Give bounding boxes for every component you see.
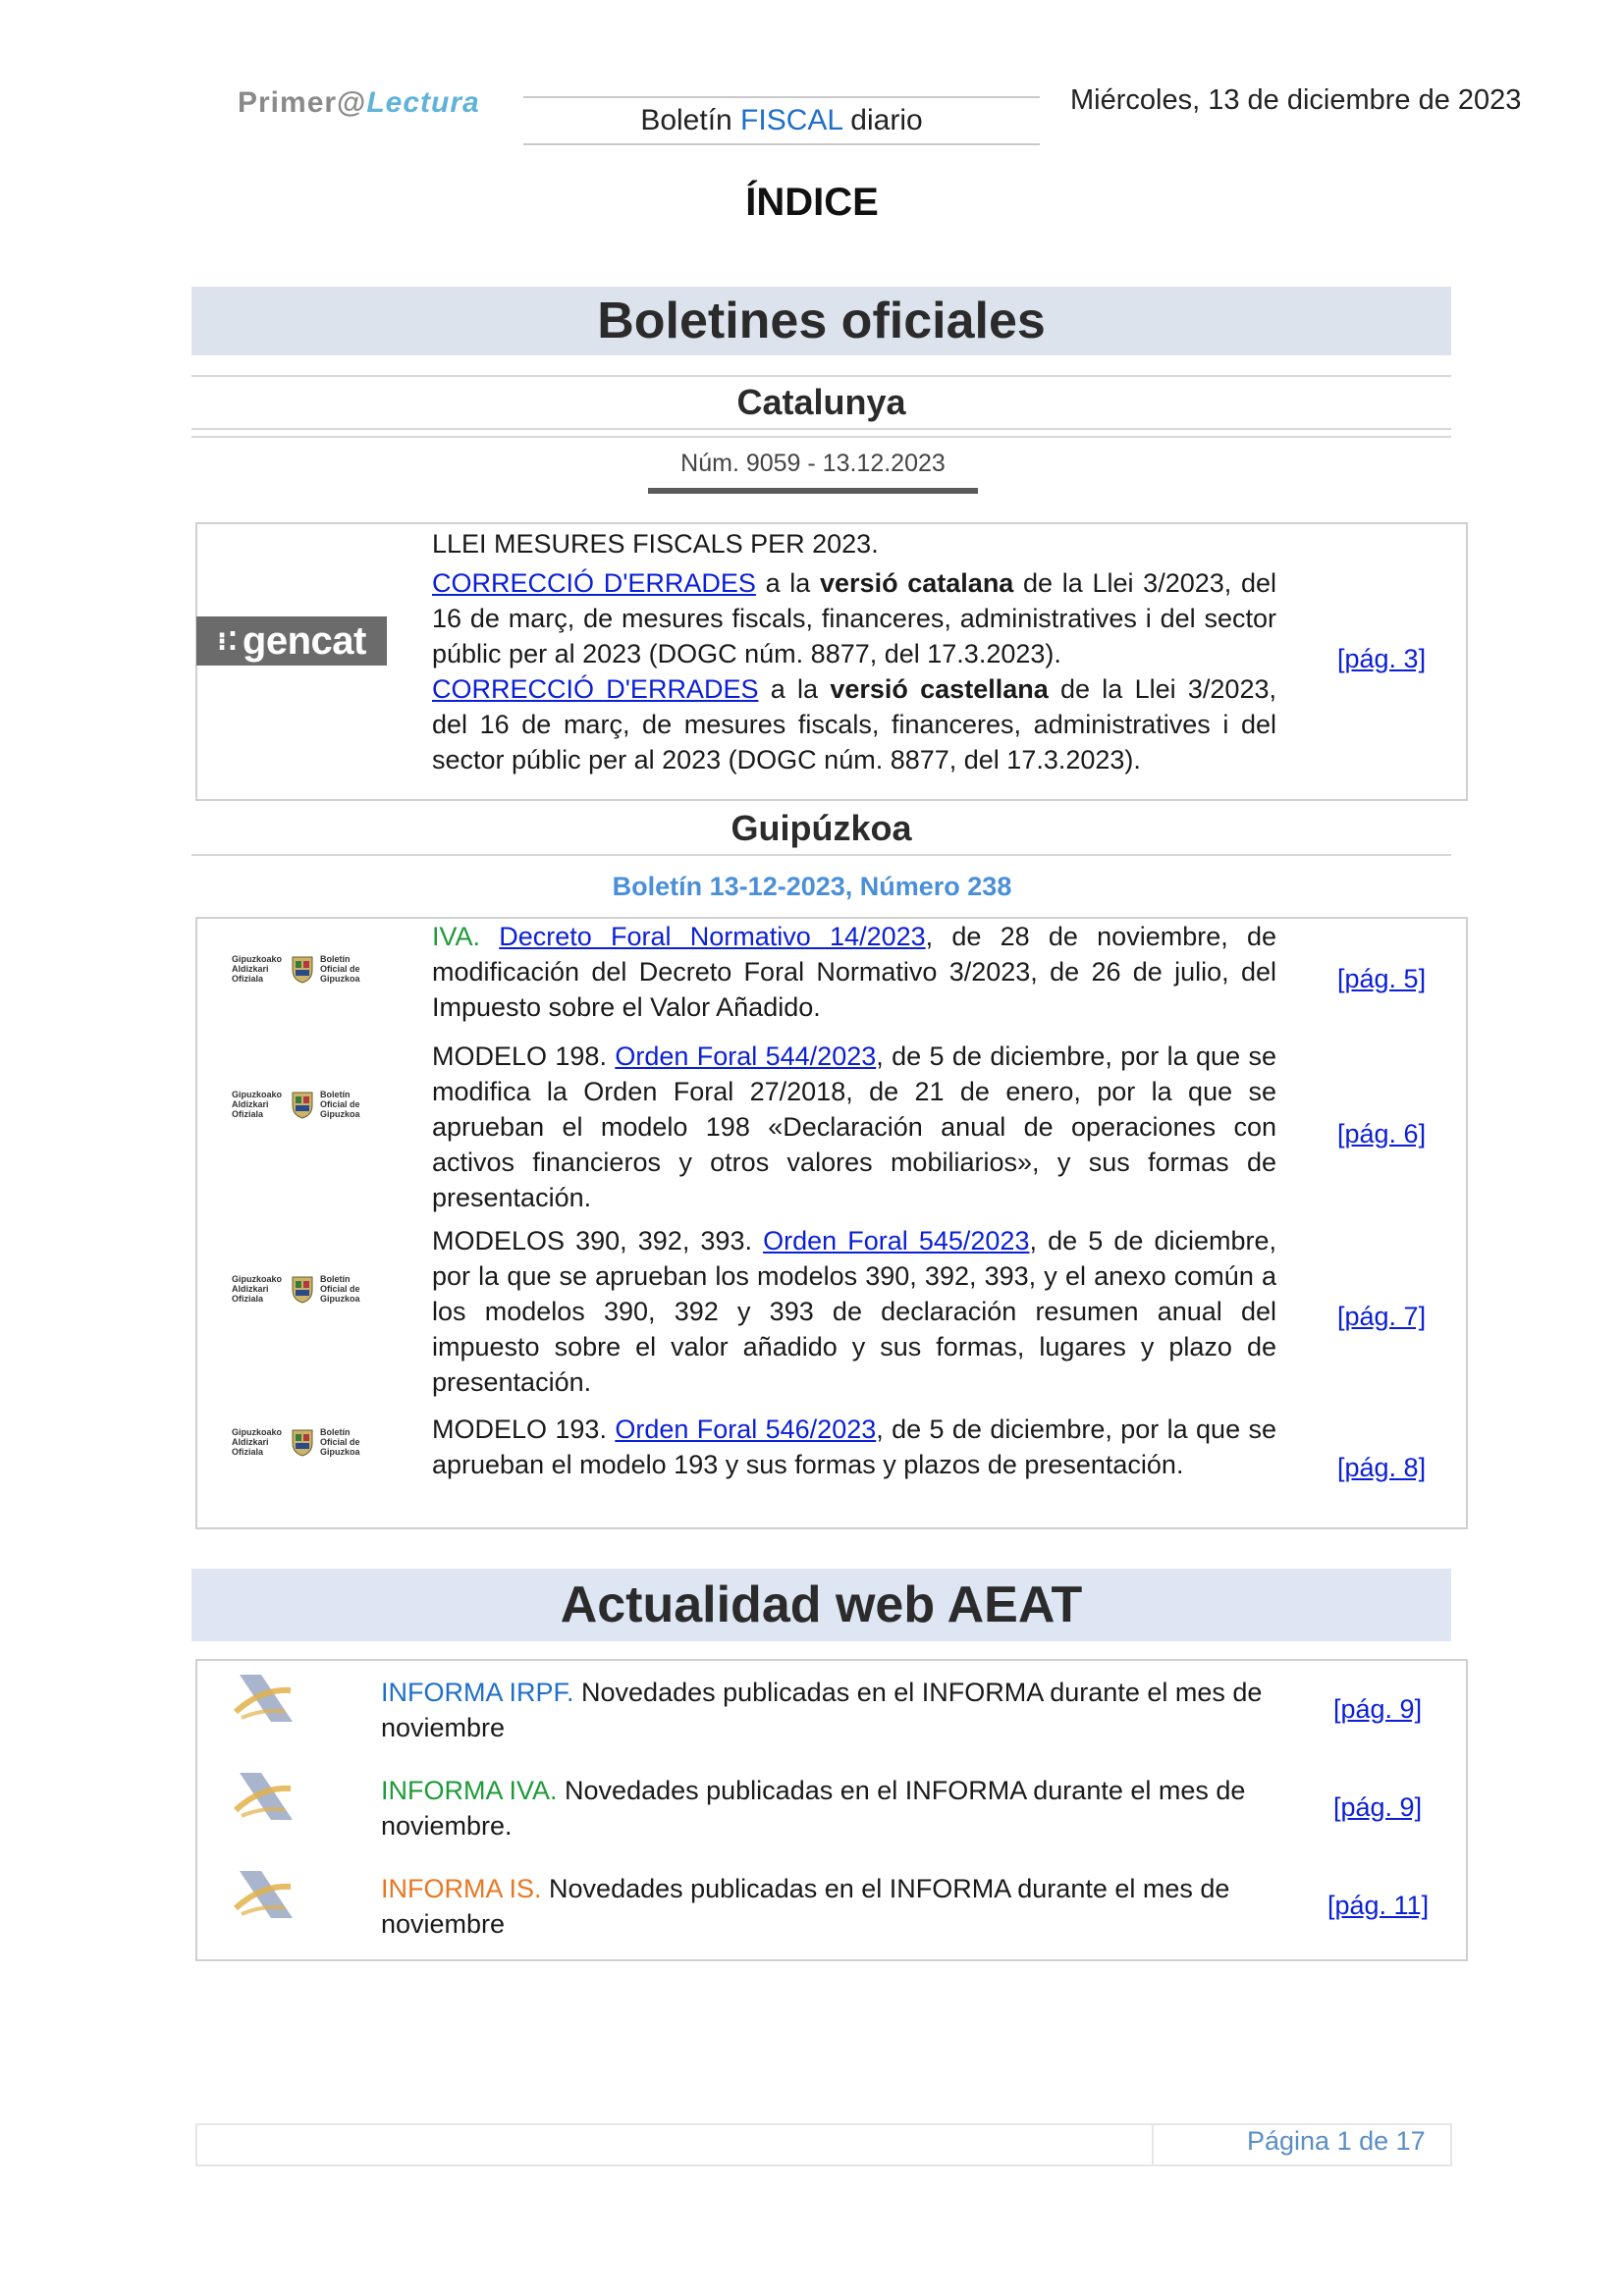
guipuzkoa-item: IVA. Decreto Foral Normativo 14/2023, de 28 de noviembre, de modificación del Decreto Foral Normativo 3/2023, de 26 de julio, del Impuesto sobre el Valor Añadido. [432, 922, 1276, 1022]
aeat-item: INFORMA IS. Novedades publicadas en el INFORMA durante el mes de noviembre [381, 1874, 1230, 1939]
page-ref-link[interactable]: [pág. 7] [1337, 1302, 1427, 1331]
page-ref-link[interactable]: [pág. 9] [1333, 1694, 1423, 1724]
footer-page-number: Página 1 de 17 [1247, 2126, 1426, 2156]
correccio-catalana-link[interactable]: CORRECCIÓ D'ERRADES [432, 568, 756, 598]
brand-logo: Primer@Lectura [238, 86, 480, 119]
coat-of-arms-icon [291, 1427, 314, 1457]
coat-of-arms-icon [291, 1274, 314, 1304]
gipuzkoa-logo: Gipuzkoako Aldizkari Ofiziala Boletín Oficial de Gipuzkoa [232, 954, 360, 984]
informa-label: INFORMA IRPF. [381, 1678, 574, 1707]
aeat-logo-icon [232, 1669, 300, 1733]
aeat-logo-icon [232, 1767, 300, 1831]
orden-foral-link[interactable]: Orden Foral 546/2023 [615, 1415, 877, 1444]
guipuzkoa-item: MODELO 198. Orden Foral 544/2023, de 5 de diciembre, por la que se modifica la Orden Foral 27/2018, de 21 de enero, por la que se aprueban el modelo 198 «Declaración anual de operaciones con activos financieros y otros valores mobiliarios», y sus formas de presentación. [432, 1041, 1276, 1212]
bog-bulletin-number: Boletín 13-12-2023, Número 238 [612, 872, 1012, 901]
bulletin-title: Boletín FISCAL diario [523, 96, 1040, 145]
informa-label: INFORMA IS. [381, 1874, 542, 1903]
page-ref-link[interactable]: [pág. 6] [1337, 1119, 1427, 1148]
aeat-item: INFORMA IVA. Novedades publicadas en el INFORMA durante el mes de noviembre. [381, 1776, 1246, 1841]
catalunya-item-2: CORRECCIÓ D'ERRADES a la versió castellana de la Llei 3/2023, del 16 de març, de mesures fiscals, financeres, administratives i del sector públic per al 2023 (DOGC núm. 8877, del 17.3.2023). [432, 674, 1276, 774]
catalunya-entry [432, 526, 1276, 777]
coat-of-arms-icon [291, 954, 314, 984]
page-ref-link[interactable]: [pág. 8] [1337, 1453, 1427, 1482]
catalunya-heading: LLEI MESURES FISCALS PER 2023. [432, 529, 879, 559]
orden-foral-link[interactable]: Decreto Foral Normativo 14/2023 [499, 922, 926, 951]
page-ref-link[interactable]: [pág. 11] [1327, 1891, 1430, 1920]
guipuzkoa-item: MODELO 193. Orden Foral 546/2023, de 5 de diciembre, por la que se aprueban el modelo 193 y sus formas y plazos de presentación. [432, 1415, 1276, 1479]
orden-foral-link[interactable]: Orden Foral 544/2023 [615, 1041, 877, 1071]
correccio-castellana-link[interactable]: CORRECCIÓ D'ERRADES [432, 674, 759, 704]
section-title-boletines: Boletines oficiales [191, 287, 1451, 355]
gipuzkoa-logo: Gipuzkoako Aldizkari Ofiziala Boletín Oficial de Gipuzkoa [232, 1427, 360, 1457]
region-title-catalunya: Catalunya [191, 375, 1451, 430]
dogc-number: Núm. 9059 - 13.12.2023 [648, 450, 978, 494]
header-date: Miércoles, 13 de diciembre de 2023 [1070, 84, 1522, 116]
gipuzkoa-logo: Gipuzkoako Aldizkari Ofiziala Boletín Oficial de Gipuzkoa [232, 1274, 360, 1304]
page-ref-link[interactable]: [pág. 9] [1333, 1792, 1423, 1822]
index-title: ÍNDICE [745, 181, 879, 224]
aeat-item: INFORMA IRPF. Novedades publicadas en el INFORMA durante el mes de noviembre [381, 1678, 1263, 1742]
coat-of-arms-icon [291, 1090, 314, 1119]
gencat-logo: ⁝⁚ gencat [196, 616, 387, 666]
gencat-dots-icon: ⁝⁚ [217, 626, 239, 656]
orden-foral-link[interactable]: Orden Foral 545/2023 [763, 1226, 1030, 1255]
section-title-aeat: Actualidad web AEAT [191, 1569, 1451, 1641]
aeat-logo-icon [232, 1865, 300, 1929]
gipuzkoa-logo: Gipuzkoako Aldizkari Ofiziala Boletín Oficial de Gipuzkoa [232, 1090, 360, 1119]
catalunya-item-1: CORRECCIÓ D'ERRADES a la versió catalana de la Llei 3/2023, del 16 de març, de mesures fiscals, financeres, administratives i del sector públic per al 2023 (DOGC núm. 8877, del 17.3.2023). [432, 568, 1276, 668]
informa-label: INFORMA IVA. [381, 1776, 558, 1805]
divider [191, 436, 1451, 438]
region-title-guipuzkoa: Guipúzkoa [191, 803, 1451, 856]
guipuzkoa-item: MODELOS 390, 392, 393. Orden Foral 545/2023, de 5 de diciembre, por la que se aprueban los modelos 390, 392, 393, y el anexo común a los modelos 390, 392 y 393 de declaración resumen anual del impuesto sobre el valor añadido y sus formas, lugares y plazo de presentación. [432, 1226, 1276, 1397]
page-ref-link[interactable]: [pág. 3] [1337, 644, 1427, 673]
page-ref-link[interactable]: [pág. 5] [1337, 964, 1427, 993]
footer-divider [1152, 2123, 1154, 2166]
